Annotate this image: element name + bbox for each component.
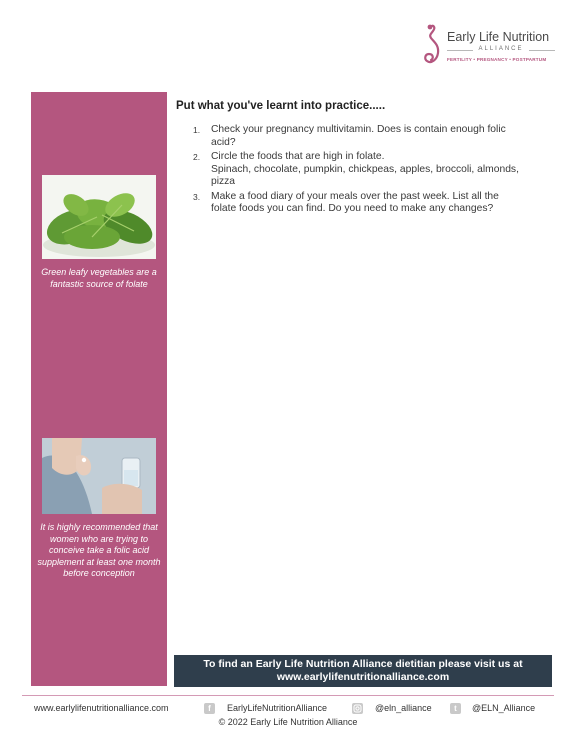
banner-website-link[interactable]: www.earlylifenutritionalliance.com xyxy=(276,671,450,683)
task-item: 2. Circle the foods that are high in folate. Spinach, chocolate, pumpkin, chickpeas, apples, broccoli, almonds, pizza xyxy=(193,151,519,187)
footer-instagram-link[interactable]: @eln_alliance xyxy=(375,703,432,713)
twitter-icon[interactable]: t xyxy=(450,703,461,714)
banner-text: To find an Early Life Nutrition Alliance dietitian please visit us at xyxy=(203,658,523,670)
footer-facebook-link[interactable]: EarlyLifeNutritionAlliance xyxy=(227,703,328,713)
practice-heading: Put what you've learnt into practice..... xyxy=(176,100,386,112)
logo-title: Early Life Nutrition xyxy=(447,30,550,44)
supplement-photo xyxy=(42,438,156,514)
footer xyxy=(34,703,544,715)
brand-logo xyxy=(421,23,561,67)
facebook-icon[interactable]: f xyxy=(204,703,215,714)
practice-task-list xyxy=(193,124,555,218)
task-item: 3. Make a food diary of your meals over the past week. List all the folate foods you can find. Do you need to make any changes? xyxy=(193,190,499,214)
pregnant-woman-logo-icon xyxy=(421,23,443,67)
woman-with-pill-icon xyxy=(42,438,156,514)
task-item: 1. Check your pregnancy multivitamin. Does is contain enough folic acid? xyxy=(193,124,506,148)
spinach-leaves-icon xyxy=(42,175,156,259)
footer-twitter-link[interactable]: @ELN_Alliance xyxy=(472,703,536,713)
instagram-icon[interactable] xyxy=(352,703,363,714)
logo-tagline: FERTILITY • PREGNANCY • POSTPARTUM xyxy=(447,57,547,62)
sidebar-panel xyxy=(31,92,167,686)
footer-website-link[interactable]: www.earlylifenutritionalliance.com xyxy=(34,703,169,713)
leafy-greens-photo xyxy=(42,175,156,259)
logo-alliance: ALLIANCE xyxy=(447,46,555,52)
sidebar-caption-supplement: It is highly recommended that women who are trying to conceive take a folic acid supplement at least one month before conception xyxy=(37,522,161,578)
find-dietitian-banner xyxy=(174,655,552,687)
sidebar-caption-greens: Green leafy vegetables are a fantastic source of folate xyxy=(41,267,157,289)
copyright-notice: © 2022 Early Life Nutrition Alliance xyxy=(218,717,358,727)
footer-divider xyxy=(22,695,554,696)
